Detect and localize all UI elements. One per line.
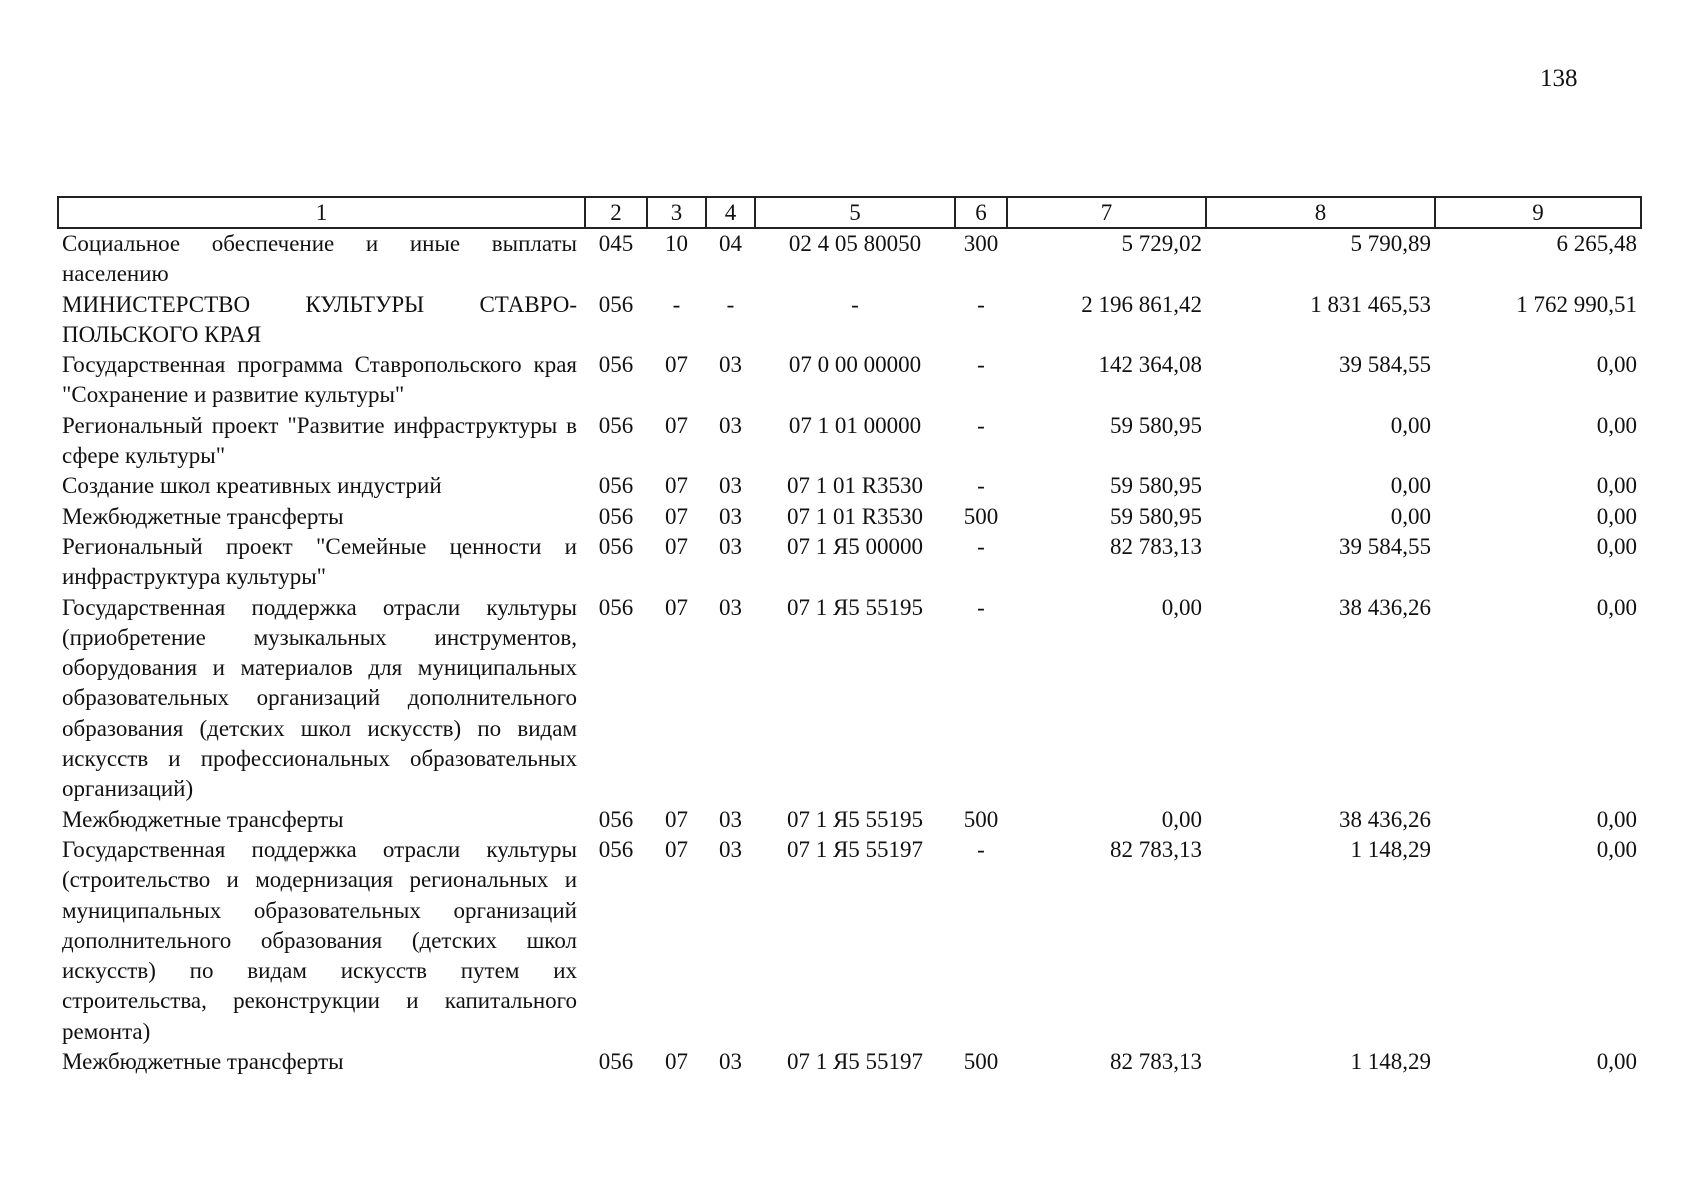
cell-ministry-code: 056 [598,473,634,499]
cell-subsection: - [726,291,735,317]
page-number: 138 [1540,65,1578,92]
cell-subsection: 03 [719,533,742,559]
table-row [58,1047,1641,1077]
column-header-9: 9 [1435,197,1641,228]
cell-name: Государственная поддержка отрасли культуры (приобретение музыкальных инструментов, оборудования и материалов для муниципальных образовательных организаций дополнительного образования (детских школ искусств) по видам искусств и профессиональных образовательных организаций) [62,594,577,802]
cell-amount-7: 0,00 [1161,806,1202,832]
table-header [58,197,1641,228]
column-header-1: 1 [58,197,585,228]
budget-table [57,196,1642,1077]
cell-amount-7: 82 783,13 [1110,1049,1202,1075]
cell-ministry-code: 056 [598,836,634,862]
cell-target-article: 07 1 Я5 00000 [786,533,924,559]
cell-amount-7: 82 783,13 [1110,836,1202,862]
cell-section: - [672,291,681,317]
cell-amount-9: 0,00 [1596,533,1637,559]
column-header-6: 6 [955,197,1007,228]
cell-section: 07 [665,352,688,378]
cell-section: 07 [665,503,688,529]
cell-ministry-code: 056 [598,806,634,832]
cell-amount-7: 0,00 [1161,594,1202,620]
cell-section: 07 [665,412,688,438]
cell-amount-8: 38 436,26 [1339,594,1431,620]
cell-expense-type: - [977,836,985,862]
cell-amount-9: 0,00 [1596,412,1637,438]
cell-name: Межбюджетные трансферты [62,503,344,529]
cell-amount-8: 5 790,89 [1350,231,1431,256]
cell-target-article: 02 4 05 80050 [788,231,922,256]
cell-amount-9: 0,00 [1596,503,1637,529]
cell-amount-9: 1 762 990,51 [1516,291,1637,317]
cell-ministry-code: 056 [598,503,634,529]
table-row [58,290,1641,351]
cell-target-article: 07 1 Я5 55195 [786,594,924,620]
cell-amount-9: 0,00 [1596,594,1637,620]
cell-target-article: 07 1 01 R3530 [786,473,924,499]
cell-section: 07 [665,806,688,832]
cell-amount-8: 38 436,26 [1339,806,1431,832]
cell-name: Региональный проект "Семейные ценности и инфраструктура культуры" [62,533,577,590]
table-row [58,411,1641,472]
cell-name: Межбюджетные трансферты [62,1049,344,1075]
cell-amount-9: 0,00 [1596,806,1637,832]
table-row [58,350,1641,411]
cell-name: Государственная программа Ставропольского края "Сохранение и развитие культуры" [62,352,577,408]
cell-expense-type: - [977,533,985,559]
cell-expense-type: - [977,594,985,620]
cell-amount-8: 0,00 [1390,412,1431,438]
cell-amount-9: 6 265,48 [1556,231,1637,256]
cell-expense-type: 300 [963,231,999,256]
table-row [58,471,1641,501]
cell-name: МИНИСТЕРСТВО КУЛЬТУРЫ СТАВРО-ПОЛЬСКОГО КРАЯ [62,291,577,347]
cell-target-article: 07 0 00 00000 [788,352,922,378]
cell-amount-8: 1 148,29 [1350,836,1431,862]
cell-amount-7: 59 580,95 [1110,412,1202,438]
cell-target-article: 07 1 Я5 55195 [786,806,924,832]
cell-expense-type: - [977,291,985,317]
cell-amount-7: 142 364,08 [1098,352,1202,378]
cell-expense-type: - [977,412,985,438]
column-header-3: 3 [647,197,706,228]
cell-name: Региональный проект "Развитие инфраструктуры в сфере культуры" [62,412,577,469]
table-row [58,532,1641,593]
cell-target-article: 07 1 01 R3530 [786,503,924,529]
column-header-8: 8 [1206,197,1435,228]
cell-section: 07 [665,836,688,862]
cell-ministry-code: 056 [598,352,634,378]
cell-target-article: 07 1 Я5 55197 [786,836,924,862]
cell-name: Межбюджетные трансферты [62,806,344,832]
cell-name: Социальное обеспечение и иные выплаты населению [62,231,577,287]
cell-section: 10 [665,231,688,256]
cell-subsection: 03 [719,412,742,438]
table-row [58,228,1641,290]
table-row [58,593,1641,805]
cell-amount-9: 0,00 [1596,1049,1637,1075]
table-row [58,835,1641,1047]
cell-name: Создание школ креативных индустрий [62,473,442,499]
table-row [58,805,1641,835]
column-header-2: 2 [585,197,647,228]
cell-amount-8: 39 584,55 [1339,352,1431,378]
cell-amount-9: 0,00 [1596,473,1637,499]
cell-expense-type: 500 [963,503,999,529]
cell-ministry-code: 056 [598,291,634,317]
cell-ministry-code: 056 [598,1049,634,1075]
cell-section: 07 [665,594,688,620]
column-header-7: 7 [1007,197,1206,228]
cell-subsection: 04 [719,231,742,256]
cell-ministry-code: 056 [598,412,634,438]
cell-amount-7: 59 580,95 [1110,503,1202,529]
column-header-4: 4 [706,197,755,228]
cell-subsection: 03 [719,806,742,832]
cell-subsection: 03 [719,503,742,529]
cell-amount-8: 1 831 465,53 [1310,291,1431,317]
column-header-5: 5 [755,197,955,228]
cell-ministry-code: 056 [598,594,634,620]
cell-target-article: - [851,291,859,317]
cell-amount-7: 59 580,95 [1110,473,1202,499]
cell-subsection: 03 [719,1049,742,1075]
cell-amount-7: 82 783,13 [1110,533,1202,559]
cell-target-article: 07 1 Я5 55197 [786,1049,924,1075]
cell-subsection: 03 [719,473,742,499]
cell-subsection: 03 [719,352,742,378]
cell-amount-8: 39 584,55 [1339,533,1431,559]
cell-amount-8: 0,00 [1390,473,1431,499]
cell-expense-type: 500 [963,1049,999,1075]
table-row [58,502,1641,532]
cell-target-article: 07 1 01 00000 [788,412,922,438]
cell-amount-7: 2 196 861,42 [1081,291,1202,317]
cell-amount-9: 0,00 [1596,836,1637,862]
cell-ministry-code: 056 [598,533,634,559]
cell-expense-type: - [977,352,985,378]
cell-subsection: 03 [719,836,742,862]
cell-amount-9: 0,00 [1596,352,1637,378]
cell-section: 07 [665,473,688,499]
cell-amount-8: 0,00 [1390,503,1431,529]
cell-section: 07 [665,533,688,559]
cell-section: 07 [665,1049,688,1075]
cell-expense-type: - [977,473,985,499]
cell-expense-type: 500 [963,806,999,832]
cell-amount-7: 5 729,02 [1121,231,1202,256]
cell-ministry-code: 045 [598,231,634,256]
cell-subsection: 03 [719,594,742,620]
table-body [58,228,1641,1077]
cell-amount-8: 1 148,29 [1350,1049,1431,1075]
cell-name: Государственная поддержка отрасли культуры (строительство и модернизация региональных и муниципальных образовательных организаций дополнительного образования (детских школ искусств) по видам искусств путем их строительства, реконструкции и капитального ремонта) [62,836,577,1044]
